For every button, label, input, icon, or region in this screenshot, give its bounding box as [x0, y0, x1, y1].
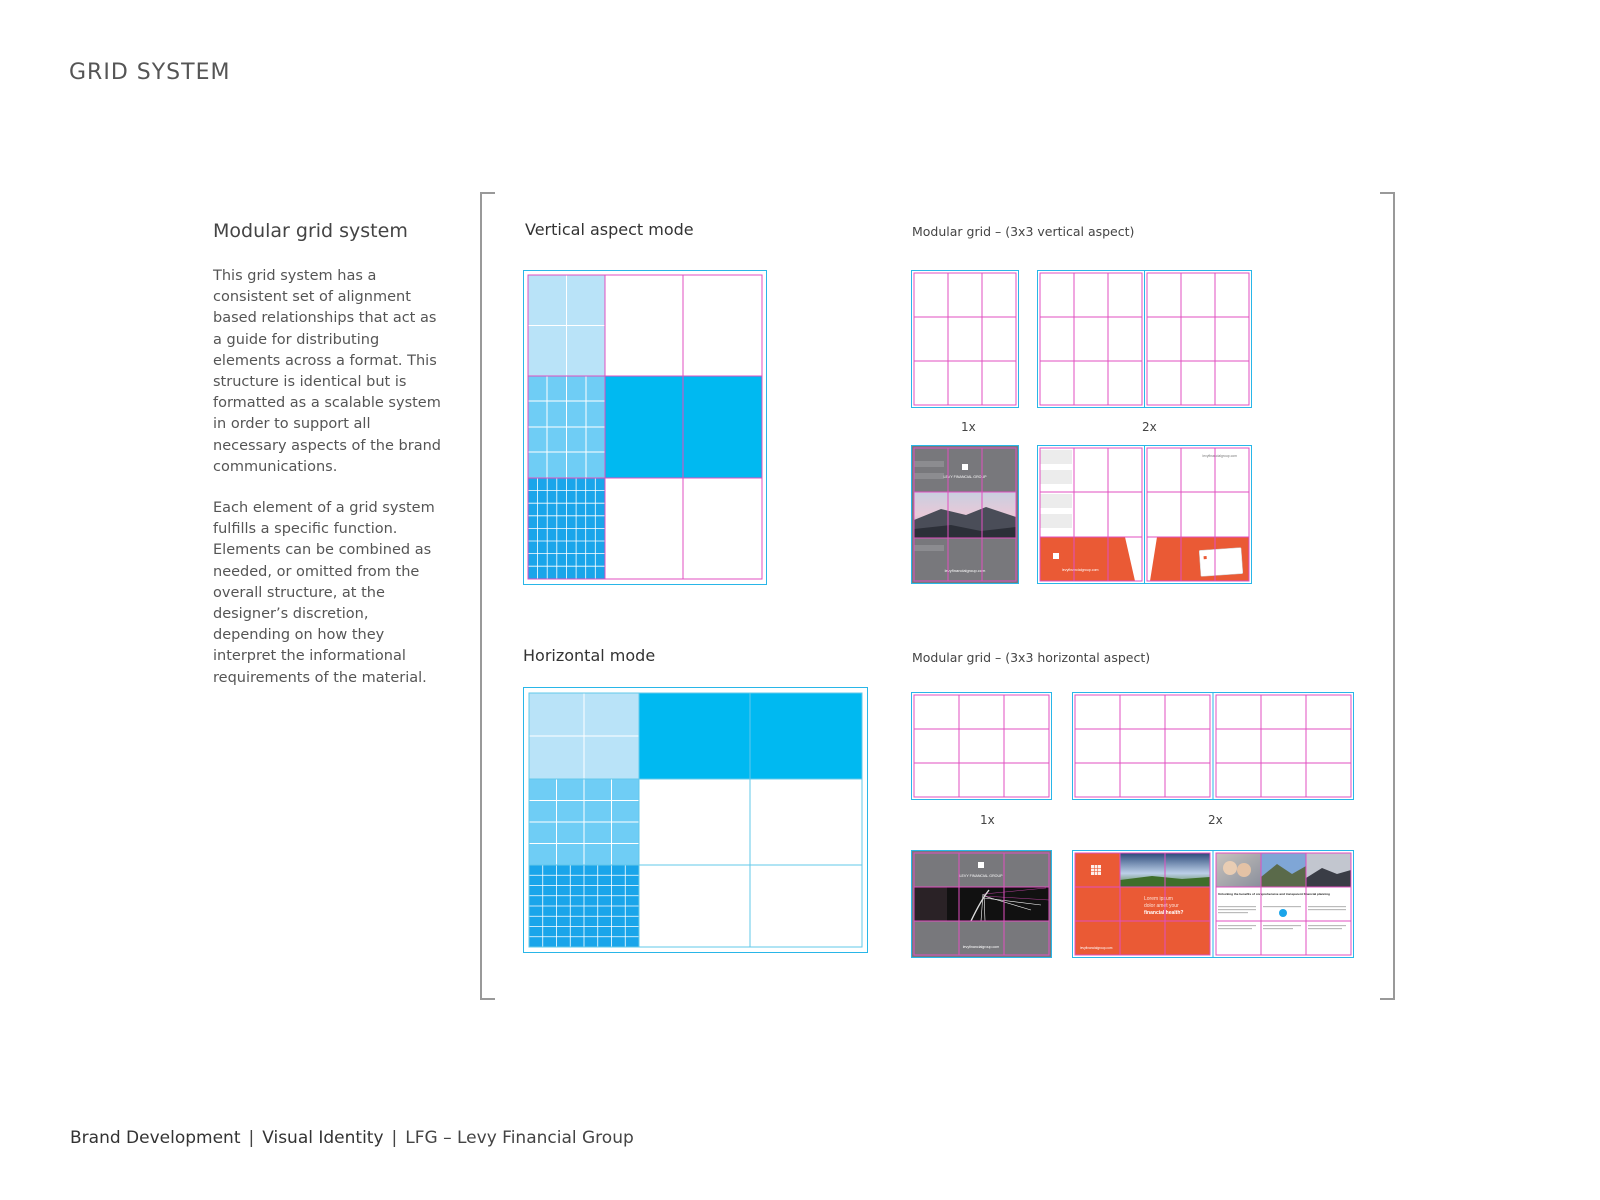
business-card	[1199, 548, 1243, 577]
horizontal-scale-1x: 1x	[980, 813, 995, 827]
vertical-folder-url-top: levyfinancialgroup.com	[1202, 454, 1237, 458]
brochure-brand-icon	[1091, 865, 1101, 875]
vertical-scale-2x: 2x	[1142, 420, 1157, 434]
horizontal-cover-url: levyfinancialgroup.com	[962, 945, 1000, 949]
horizontal-grid-2x	[1072, 692, 1354, 800]
brochure-chart-icon	[1279, 909, 1287, 917]
vertical-grid-label: Modular grid – (3x3 vertical aspect)	[912, 224, 1135, 239]
folder-brand-icon	[1053, 553, 1059, 559]
footer	[70, 1128, 634, 1148]
vertical-cover-url: levyfinancialgroup.com	[944, 568, 986, 573]
intro-paragraph-1: This grid system has a consistent set of alignment based relationships that act as a guide for distributing elements across a format. This structure is identical but is formatted as a scalable system in order to support all necessary aspects of the brand communications.	[213, 268, 441, 475]
vertical-grid-1x	[911, 270, 1019, 408]
brochure-cover-line-3: financial health?	[1144, 910, 1184, 916]
vertical-scale-1x: 1x	[961, 420, 976, 434]
horizontal-grid-1x	[911, 692, 1052, 800]
footer-brand-development: Brand Development	[70, 1128, 241, 1148]
intro-paragraph-2: Each element of a grid system fulfills a specific function. Elements can be combined as needed, or omitted from the overall structure, at the designer’s discretion, depending on how they interpret the informational requirements of the material.	[213, 500, 435, 686]
right-bracket	[1380, 192, 1395, 1000]
footer-client: LFG – Levy Financial Group	[405, 1128, 634, 1148]
vertical-folder-mockup	[1037, 445, 1252, 584]
brochure-url: levyfinancialgroup.com	[1080, 946, 1113, 950]
footer-separator-1: |	[248, 1128, 255, 1148]
left-bracket	[480, 192, 495, 1000]
vertical-cover-mockup	[911, 445, 1019, 584]
vertical-folder-url: levyfinancialgroup.com	[1062, 568, 1099, 572]
horizontal-grid-diagram	[523, 687, 868, 953]
brochure-cover-line-1: Lorem ipsum	[1144, 896, 1173, 902]
footer-visual-identity: Visual Identity	[262, 1128, 384, 1148]
page-title: GRID SYSTEM	[69, 60, 231, 85]
vertical-grid-2x	[1037, 270, 1252, 408]
brand-mark-icon	[962, 464, 968, 470]
footer-separator-2: |	[391, 1128, 398, 1148]
section-heading: Modular grid system	[213, 220, 408, 242]
horizontal-grid-label: Modular grid – (3x3 horizontal aspect)	[912, 650, 1151, 665]
horizontal-cover-mockup	[911, 850, 1052, 958]
horizontal-cover-brand: LEVY FINANCIAL GROUP	[959, 874, 1003, 878]
vertical-cover-brand: LEVY FINANCIAL GROUP	[943, 475, 987, 479]
horizontal-brochure-mockup	[1072, 850, 1354, 958]
horizontal-brand-icon	[978, 862, 984, 868]
vertical-grid-diagram	[523, 270, 767, 585]
brochure-inside-headline: Unlocking the benefits of comprehensive and transparent financial planning	[1218, 892, 1330, 896]
horizontal-scale-2x: 2x	[1208, 813, 1223, 827]
vertical-mode-label: Vertical aspect mode	[525, 220, 694, 239]
horizontal-mode-label: Horizontal mode	[523, 646, 656, 665]
brochure-cover-line-2: dolor amet your	[1144, 903, 1179, 909]
